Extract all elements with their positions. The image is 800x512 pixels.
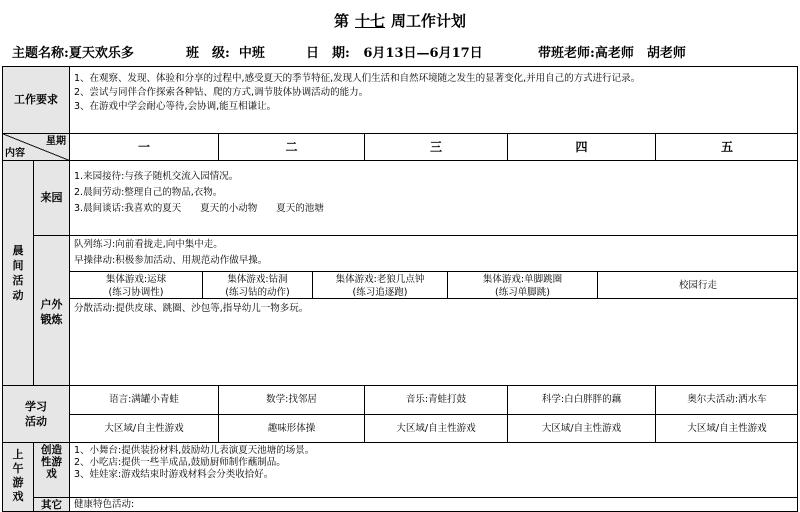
other-value: 健康特色活动: bbox=[74, 499, 135, 510]
teacher-field: 带班老师:高老师 胡老师 bbox=[538, 46, 686, 61]
group-game-fri: 校园行走 bbox=[678, 280, 717, 291]
group-game-thu: 集体游戏:单脚跳圈 (练习单脚跳) bbox=[482, 274, 563, 298]
creative-line-2: 2、小吃店:提供一些半成品,鼓励厨师制作蘸制品。 bbox=[74, 457, 286, 468]
arrival-line-3: 3.晨间谈话:我喜欢的夏天 夏天的小动物 夏天的池塘 bbox=[74, 203, 324, 214]
outdoor-exercise-label: 户外 锻炼 bbox=[40, 298, 63, 326]
group-game-mon: 集体游戏:运球 (练习协调性) bbox=[105, 274, 167, 298]
area-rows-visible bbox=[2, 66, 798, 512]
work-requirement-2: 2、尝试与同伴合作探索各种钻、爬的方式,调节肢体协调活动的能力。 bbox=[74, 87, 369, 98]
study-area-thu: 大区域/自主性游戏 bbox=[541, 423, 622, 434]
corner-content-label: 内容 bbox=[5, 148, 25, 159]
arrival-label: 来园 bbox=[40, 191, 63, 204]
forenoon-games-label: 上 午 游 戏 bbox=[12, 448, 24, 503]
page-title: 第 十七 周工作计划 bbox=[333, 12, 467, 30]
study-subject-mon: 语言:满罐小青蛙 bbox=[109, 394, 179, 405]
day-header-thu: 四 bbox=[575, 140, 588, 154]
morning-exercise: 早操律动:积极参加活动、用规范动作做早操。 bbox=[74, 255, 268, 266]
study-subject-thu: 科学:白白胖胖的藕 bbox=[541, 394, 622, 405]
study-subject-wed: 音乐:青蛙打鼓 bbox=[405, 394, 467, 405]
day-header-mon: 一 bbox=[137, 140, 150, 154]
creative-line-1: 1、小舞台:提供装扮材料,鼓励幼儿表演夏天池塘的场景。 bbox=[74, 445, 315, 456]
corner-weekday-label: 星期 bbox=[46, 136, 66, 147]
day-header-fri: 五 bbox=[720, 140, 733, 154]
work-requirement-1: 1、在观察、发现、体验和分享的过程中,感受夏天的季节特征,发现人们生活和自然环境随之发生的显著变化,并用自己的方式进行记录。 bbox=[74, 73, 641, 84]
work-requirement-3: 3、在游戏中学会耐心等待,会协调,能互相谦让。 bbox=[74, 101, 277, 112]
study-subject-tue: 数学:找邻居 bbox=[266, 394, 317, 405]
group-game-tue: 集体游戏:钻洞 (练习钻的动作) bbox=[225, 274, 290, 298]
theme-field: 主题名称:夏天欢乐多 bbox=[12, 46, 134, 61]
work-requirements-label: 工作要求 bbox=[14, 93, 58, 106]
group-game-wed: 集体游戏:老狼几点钟 (练习追逐跑) bbox=[335, 274, 425, 298]
study-area-wed: 大区域/自主性游戏 bbox=[396, 423, 476, 434]
week-number: 十七 bbox=[354, 12, 385, 30]
study-subject-fri: 奥尔夫活动:洒水车 bbox=[687, 394, 767, 405]
creative-line-3: 3、娃娃家:游戏结束时游戏材料会分类收拾好。 bbox=[74, 469, 274, 480]
queue-practice: 队列练习:向前看拢走,向中集中走。 bbox=[74, 239, 223, 250]
study-area-tue: 趣味形体操 bbox=[267, 423, 316, 434]
study-area-fri: 大区域/自主性游戏 bbox=[687, 423, 767, 434]
study-activity-label: 学习 活动 bbox=[25, 400, 47, 428]
arrival-line-1: 1.来园接待:与孩子随机交流入园情况。 bbox=[74, 171, 239, 182]
day-header-wed: 三 bbox=[429, 140, 442, 154]
study-area-mon: 大区域/自主性游戏 bbox=[104, 423, 184, 434]
morning-activity-label: 晨 间 活 动 bbox=[12, 244, 24, 302]
creative-game-label: 创造 性游 戏 bbox=[41, 444, 62, 480]
date-field: 日 期: 6月13日—6月17日 bbox=[306, 46, 483, 61]
class-field: 班 级: 中班 bbox=[186, 46, 265, 61]
day-header-tue: 二 bbox=[285, 140, 298, 154]
free-activity: 分散活动:提供皮球、跳圈、沙包等,指导幼儿一物多玩。 bbox=[74, 303, 309, 314]
arrival-line-2: 2.晨间劳动:整理自己的物品,衣物。 bbox=[74, 187, 223, 198]
other-label: 其它 bbox=[41, 499, 62, 511]
